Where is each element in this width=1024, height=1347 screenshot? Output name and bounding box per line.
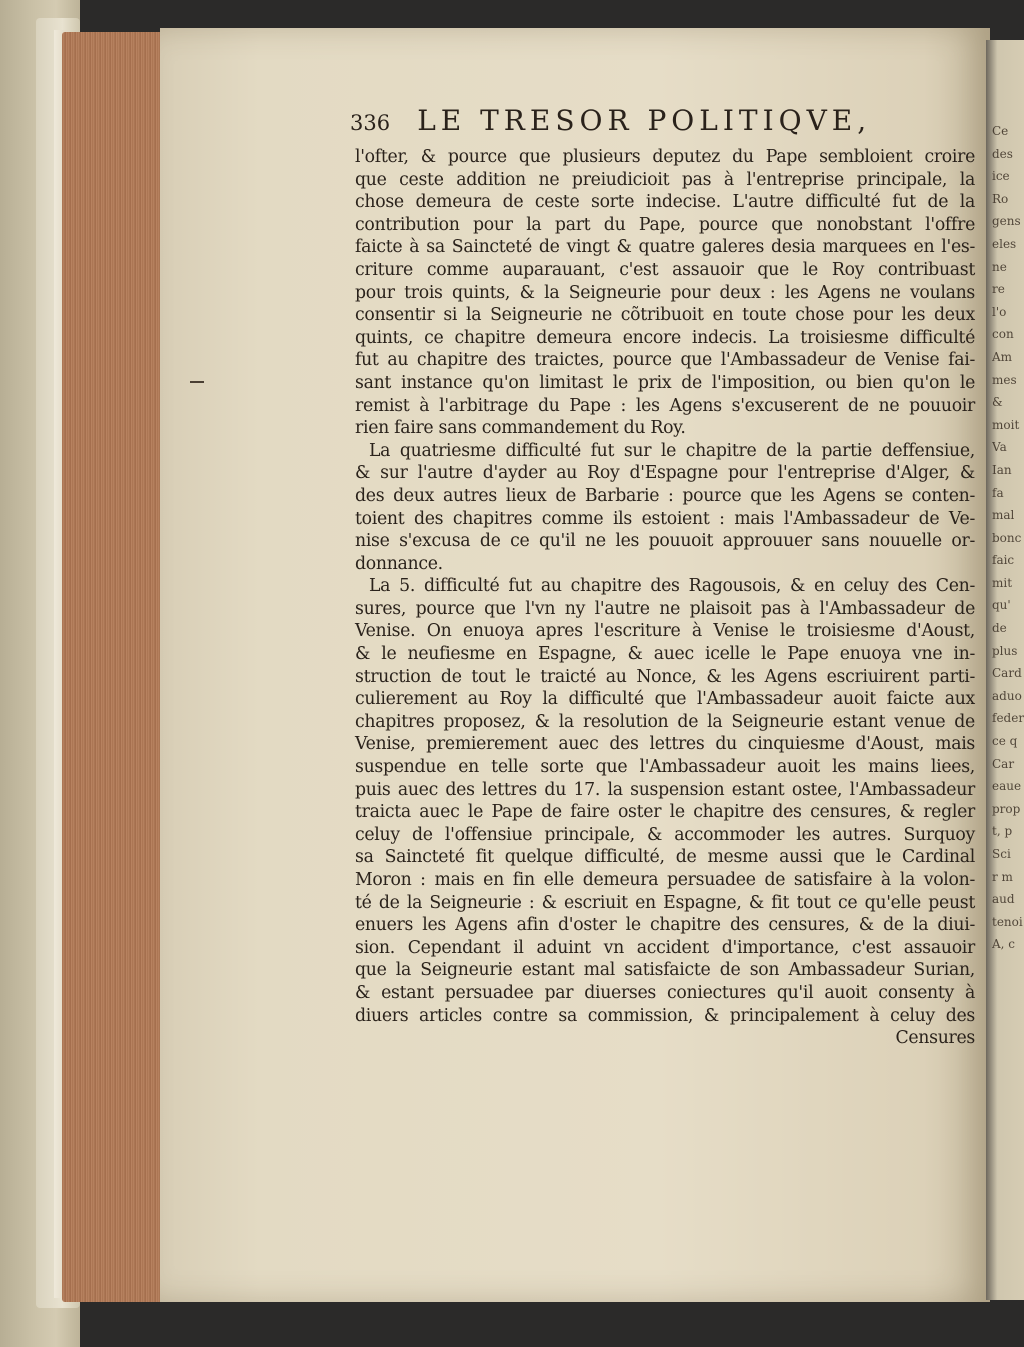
- text-line: toient des chapitres comme ils estoient : mais l'Ambassadeur de Ve-: [355, 508, 975, 529]
- text-line: l'ofter, & pource que plusieurs deputez du Pape sembloient croire: [355, 147, 975, 167]
- text-line: donnance.: [355, 553, 443, 574]
- facing-page-fragment: aduo: [992, 688, 1022, 703]
- text-line: fut au chapitre des traictes, pource que l'Ambassadeur de Venise fai-: [355, 350, 975, 371]
- facing-page-fragment: des: [992, 146, 1013, 161]
- text-line: chose demeura de ceste sorte indecise. L'autre difficulté fut de la: [355, 192, 975, 213]
- facing-page-fragment: mes: [992, 372, 1017, 387]
- facing-page-fragment: mit: [992, 575, 1013, 590]
- text-line: sa Saincteté fit quelque difficulté, de mesme aussi que le Cardinal: [355, 847, 975, 868]
- text-line: diuers articles contre sa commission, & principalement à celuy des: [355, 1005, 975, 1026]
- facing-page-fragment: faic: [992, 553, 1015, 568]
- text-line: & estant persuadee par diuerses coniectures qu'il auoit consenty à: [355, 982, 975, 1003]
- facing-page-fragment: l'o: [992, 304, 1007, 319]
- text-line: culierement au Roy la difficulté que l'Ambassadeur auoit faicte aux: [355, 689, 975, 710]
- text-line: rien faire sans commandement du Roy.: [355, 418, 686, 439]
- text-line: que ceste addition ne preiudicioit pas à l'entreprise principale, la: [355, 169, 975, 190]
- paragraph-start-line: La 5. difficulté fut au chapitre des Ragousois, & en celuy des Cen-: [369, 576, 975, 597]
- facing-page-fragment: re: [992, 282, 1005, 297]
- page-fore-edge: [62, 32, 162, 1302]
- facing-page-fragment: plus: [992, 643, 1018, 658]
- text-line: suspendue en telle sorte que l'Ambassadeur auoit les mains liees,: [355, 757, 975, 778]
- text-line: sures, pource que l'vn ny l'autre ne plaisoit pas à l'Ambassadeur de: [355, 598, 975, 619]
- facing-page-fragment: feder: [992, 711, 1024, 726]
- facing-page-fragment: &: [992, 395, 1003, 410]
- running-title: LE TRESOR POLITIQVE,: [417, 104, 872, 137]
- text-line: faicte à sa Saincteté de vingt & quatre galeres desia marquees en l'es-: [355, 237, 975, 258]
- text-line: traicta auec le Pape de faire oster le chapitre des censures, & regler: [355, 802, 975, 823]
- text-line: té de la Seigneurie : & escriuit en Espagne, & fit tout ce qu'elle peust: [355, 892, 975, 913]
- facing-page-fragment: A, c: [992, 937, 1016, 952]
- text-line: consentir si la Seigneurie ne cõtribuoit en toute chose pour les deux: [355, 305, 975, 326]
- facing-page-fragment: t, p: [992, 824, 1013, 839]
- text-line: des deux autres lieux de Barbarie : pource que les Agens se conten-: [355, 485, 975, 506]
- facing-page-fragment: ce q: [992, 734, 1018, 749]
- text-line: & sur l'autre d'ayder au Roy d'Espagne pour l'entreprise d'Alger, &: [355, 463, 975, 484]
- facing-page-fragment: tenoi: [992, 914, 1023, 929]
- facing-page-fragment: fa: [992, 485, 1004, 500]
- facing-page-fragment: r m: [992, 869, 1013, 884]
- text-line: criture comme auparauant, c'est assauoir que le Roy contribuast: [355, 259, 975, 280]
- page-number: 336: [350, 111, 391, 135]
- margin-mark: [190, 381, 204, 383]
- text-line: struction de tout le traicté au Nonce, & les Agens escriuirent parti-: [355, 666, 975, 687]
- text-line: enuers les Agens afin d'oster le chapitre des censures, & de la diui-: [355, 915, 975, 936]
- facing-page-fragment: moit: [992, 417, 1020, 432]
- facing-page-fragment: Ro: [992, 191, 1009, 206]
- text-line: nise s'excusa de ce qu'il ne les pouuoit approuuer sans nouuelle or-: [355, 531, 975, 552]
- facing-page-fragment: qu': [992, 598, 1011, 613]
- facing-page-fragment: de: [992, 621, 1007, 636]
- text-line: que la Seigneurie estant mal satisfaicte de son Ambassadeur Surian,: [355, 960, 975, 981]
- running-head: [350, 104, 990, 140]
- text-line: sant instance qu'on limitast le prix de l'imposition, ou bien qu'on le: [355, 372, 975, 393]
- text-line: remist à l'arbitrage du Pape : les Agens s'excuserent de ne pouuoir: [355, 395, 975, 416]
- text-line: Moron : mais en fin elle demeura persuadee de satisfaire à la volon-: [355, 870, 975, 890]
- text-line: pour trois quints, & la Seigneurie pour deux : les Agens ne voulans: [355, 282, 975, 303]
- text-line: contribution pour la part du Pape, pource que nonobstant l'offre: [355, 214, 975, 235]
- text-line: quints, ce chapitre demeura encore indecis. La troisiesme difficulté: [355, 327, 975, 348]
- facing-page-fragment: Va: [992, 440, 1007, 455]
- text-line: & le neufiesme en Espagne, & auec icelle le Pape enuoya vne in-: [355, 644, 975, 665]
- text-line: celuy de l'offensiue principale, & accommoder les autres. Surquoy: [355, 824, 975, 845]
- facing-page-fragment: Ian: [992, 462, 1012, 477]
- facing-page-fragment: Car: [992, 756, 1015, 771]
- text-line: sion. Cependant il aduint vn accident d'importance, c'est assauoir: [355, 937, 975, 958]
- body-text: [355, 146, 975, 1050]
- text-line: puis auec des lettres du 17. la suspension estant ostee, l'Ambassadeur: [355, 779, 975, 800]
- facing-page-fragment: prop: [992, 801, 1021, 816]
- facing-page-fragment: bonc: [992, 530, 1022, 545]
- facing-page-fragment: gens: [992, 214, 1021, 229]
- facing-page-fragment: eles: [992, 236, 1017, 251]
- facing-page-fragment: con: [992, 327, 1014, 342]
- facing-page-fragment: Ce: [992, 124, 1009, 138]
- facing-page-fragment: Card: [992, 666, 1022, 681]
- facing-page-text: [992, 120, 1024, 1220]
- text-line: chapitres proposez, & la resolution de la Seigneurie estant venue de: [355, 711, 975, 732]
- facing-page-fragment: aud: [992, 892, 1015, 907]
- facing-page-fragment: Am: [992, 349, 1013, 364]
- facing-page-fragment: ne: [992, 259, 1007, 274]
- facing-page-fragment: Sci: [992, 847, 1011, 861]
- facing-page-fragment: ice: [992, 169, 1010, 184]
- facing-page-fragment: mal: [992, 508, 1015, 523]
- facing-page-fragment: eaue: [992, 779, 1022, 794]
- text-line: Venise, premierement auec des lettres du cinquiesme d'Aoust, mais: [355, 734, 975, 755]
- paragraph-start-line: La quatriesme difficulté fut sur le chapitre de la partie deffensiue,: [369, 440, 975, 461]
- catchword: Censures: [895, 1028, 975, 1049]
- text-line: Venise. On enuoya apres l'escriture à Venise le troisiesme d'Aoust,: [355, 621, 975, 642]
